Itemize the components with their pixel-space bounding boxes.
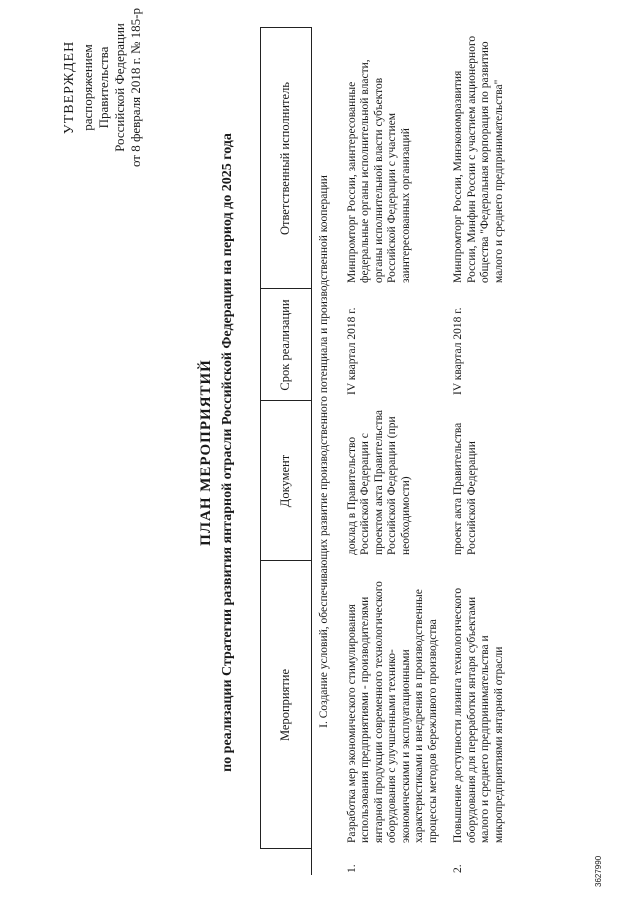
measures-table [260,28,510,876]
row-responsible: Минпромторг России, заинтересованные федеральные органы исполнительной власти, органы исполнительной власти субъектов Российской Федерации с участием заинтересованных организаций [345,59,412,283]
row-deadline: IV квартал 2018 г. [345,307,358,395]
approval-line: от 8 февраля 2018 г. № 185-р [128,7,143,168]
header-responsible: Ответственный исполнитель [261,28,312,289]
row-document: проект акта Правительства Российской Федерации [452,422,478,555]
table-header-row [261,28,312,875]
header-document: Документ [261,401,312,561]
header-measure: Мероприятие [261,561,312,849]
document-title: ПЛАН МЕРОПРИЯТИЙ [198,359,214,546]
row-responsible: Минпромторг России, Минэкономразвития России, Минфин России с участием акционерного общества "Федеральная корпорация по развитию малого и среднего предпринимательства" [452,35,505,283]
header-number [261,849,312,875]
document-title-block [196,30,238,875]
row-number: 2. [452,864,464,873]
document-code: 3627990 [594,855,603,887]
document-subtitle: по реализации Стратегии развития янтарной отрасли Российской Федерации на период до 2025 года [220,133,235,772]
table-row [338,28,445,875]
section-heading: I. Создание условий, обеспечивающих развитие производственного потенциала и производственной кооперации [318,175,330,728]
row-number: 1. [345,864,358,873]
row-deadline: IV квартал 2018 г. [452,307,464,395]
row-measure: Повышение доступности лизинга технологического оборудования для переработки янтаря субъектами малого и среднего предпринимательства и микропредприятиями янтарной отрасли [452,587,505,843]
approval-line: Российской Федерации [112,23,127,152]
row-measure: Разработка мер экономического стимулирования использования предприятиями - производителями янтарной продукции современного технологического оборудования с улучшенными технико-экономическими и эксплуатационными характеристиками и внедрения в производственные процессы методов бережливого производства [345,581,439,843]
approval-stamp [62,5,144,170]
row-document: доклад в Правительство Российской Федерации с проектом акта Правительства Российской Федерации (при необходимости) [345,410,412,555]
header-deadline: Срок реализации [261,289,312,401]
approval-heading: УТВЕРЖДЕН [62,40,77,135]
approval-line: распоряжением Правительства [80,44,111,131]
table-row [444,28,510,875]
section-row [312,28,338,875]
